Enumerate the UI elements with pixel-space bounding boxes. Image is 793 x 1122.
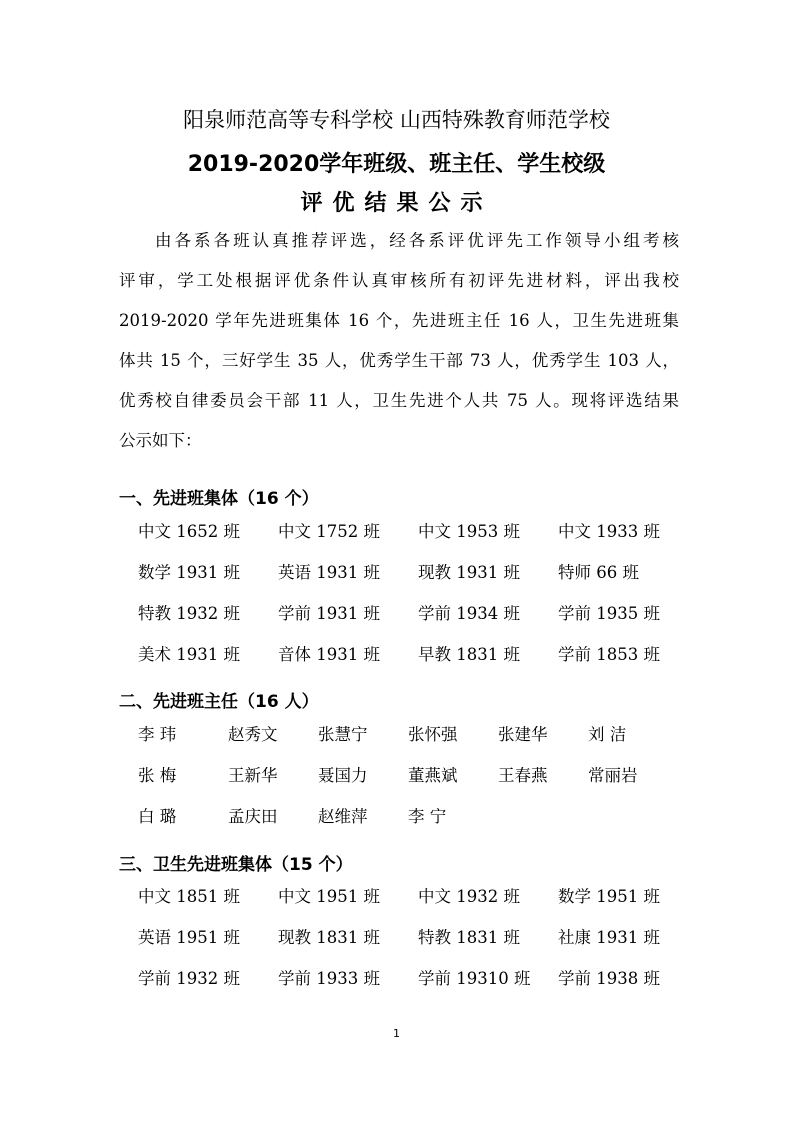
- intro-line: 优秀校自律委员会干部 11 人，卫生先进个人共 75 人。现将评选结果: [119, 391, 679, 410]
- class-entry: 数学 1951 班: [558, 886, 660, 906]
- list-row: [138, 632, 683, 673]
- class-entry: 学前 19310 班: [418, 968, 531, 988]
- list-row: [138, 550, 683, 591]
- list-row: [138, 874, 683, 915]
- class-entry: 英语 1931 班: [278, 562, 380, 582]
- class-entry: 学前 1931 班: [278, 603, 380, 623]
- teacher-name: 张怀强: [408, 724, 458, 744]
- list-row: [138, 915, 683, 956]
- teacher-name: 孟庆田: [228, 806, 278, 826]
- class-entry: 中文 1851 班: [138, 886, 240, 906]
- class-entry: 特教 1932 班: [138, 603, 240, 623]
- class-entry: 特教 1831 班: [418, 927, 520, 947]
- intro-line: 由各系各班认真推荐评选，经各系评优评先工作领导小组考核: [155, 231, 679, 250]
- class-entry: 学前 1932 班: [138, 968, 240, 988]
- class-entry: 数学 1931 班: [138, 562, 240, 582]
- teacher-name: 王春燕: [498, 765, 548, 785]
- class-entry: 中文 1933 班: [558, 521, 660, 541]
- list-row: [138, 712, 683, 753]
- list-row: [138, 591, 683, 632]
- class-entry: 社康 1931 班: [558, 927, 660, 947]
- teacher-name: 白 璐: [138, 806, 177, 826]
- teacher-name: 张建华: [498, 724, 548, 744]
- list-row: [138, 509, 683, 550]
- teacher-name: 刘 洁: [588, 724, 627, 744]
- document-subtitle: 评优结果公示: [300, 191, 493, 216]
- class-entry: 中文 1953 班: [418, 521, 520, 541]
- class-entry: 现教 1931 班: [418, 562, 520, 582]
- list-row: [138, 794, 683, 835]
- class-entry: 中文 1652 班: [138, 521, 240, 541]
- teacher-name: 聂国力: [318, 765, 368, 785]
- class-entry: 现教 1831 班: [278, 927, 380, 947]
- class-entry: 中文 1951 班: [278, 886, 380, 906]
- class-entry: 学前 1933 班: [278, 968, 380, 988]
- school-names-title: 阳泉师范高等专科学校 山西特殊教育师范学校: [183, 108, 610, 132]
- teacher-name: 王新华: [228, 765, 278, 785]
- intro-line: 公示如下：: [119, 431, 202, 450]
- class-entry: 中文 1752 班: [278, 521, 380, 541]
- teacher-name: 张 梅: [138, 765, 177, 785]
- intro-line: 2019-2020 学年先进班集体 16 个，先进班主任 16 人，卫生先进班集: [119, 311, 679, 330]
- teacher-name: 赵秀文: [228, 724, 278, 744]
- page-number: 1: [393, 1027, 400, 1040]
- section-heading-hygiene-classes: 三、卫生先进班集体（15 个）: [119, 855, 353, 875]
- teacher-name: 张慧宁: [318, 724, 368, 744]
- teacher-name: 李 玮: [138, 724, 177, 744]
- class-entry: 美术 1931 班: [138, 644, 240, 664]
- teacher-name: 赵维萍: [318, 806, 368, 826]
- document-title: 2019-2020学年班级、班主任、学生校级: [187, 152, 606, 177]
- list-row: [138, 753, 683, 794]
- class-entry: 早教 1831 班: [418, 644, 520, 664]
- advanced-teachers-list: [138, 712, 683, 835]
- advanced-classes-list: [138, 509, 683, 673]
- class-entry: 特师 66 班: [558, 562, 639, 582]
- class-entry: 学前 1934 班: [418, 603, 520, 623]
- class-entry: 学前 1935 班: [558, 603, 660, 623]
- list-row: [138, 956, 683, 997]
- intro-line: 评审，学工处根据评优条件认真审核所有初评先进材料，评出我校: [119, 271, 679, 290]
- hygiene-classes-list: [138, 874, 683, 997]
- intro-line: 体共 15 个，三好学生 35 人，优秀学生干部 73 人，优秀学生 103 人，: [119, 351, 679, 370]
- class-entry: 英语 1951 班: [138, 927, 240, 947]
- teacher-name: 李 宁: [408, 806, 447, 826]
- section-heading-advanced-teachers: 二、先进班主任（16 人）: [119, 692, 319, 712]
- section-heading-advanced-classes: 一、先进班集体（16 个）: [119, 489, 319, 509]
- class-entry: 中文 1932 班: [418, 886, 520, 906]
- intro-paragraph: [119, 221, 679, 461]
- class-entry: 学前 1853 班: [558, 644, 660, 664]
- class-entry: 音体 1931 班: [278, 644, 380, 664]
- teacher-name: 常丽岩: [588, 765, 638, 785]
- class-entry: 学前 1938 班: [558, 968, 660, 988]
- teacher-name: 董燕斌: [408, 765, 458, 785]
